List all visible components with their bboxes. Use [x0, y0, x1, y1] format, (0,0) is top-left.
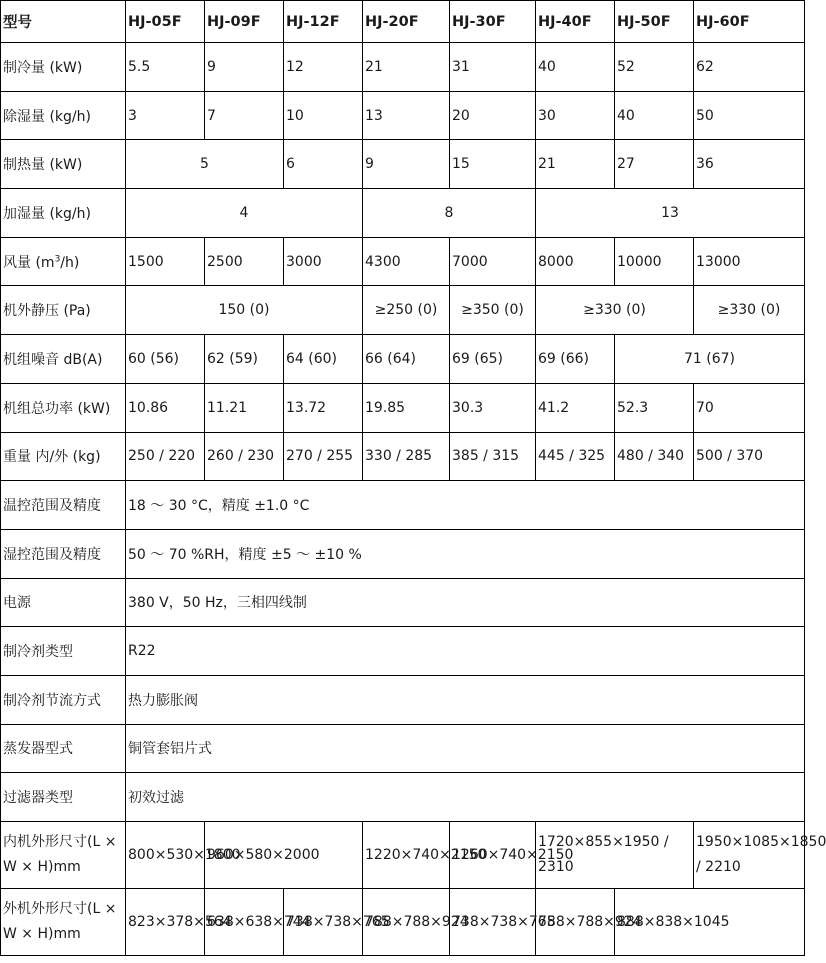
row-label: 电源 — [1, 578, 126, 627]
table-cell: 30.3 — [450, 383, 536, 432]
row-label: 外机外形尺寸(L × W × H)mm — [1, 889, 126, 956]
row-label: 制冷剂类型 — [1, 627, 126, 676]
heating-row — [1, 140, 805, 189]
table-cell: 13.72 — [284, 383, 363, 432]
table-cell: 40 — [615, 91, 694, 140]
table-cell: 36 — [694, 140, 805, 189]
table-cell: 52 — [615, 43, 694, 92]
pressure-row — [1, 286, 805, 335]
row-label: 重量 内/外 (kg) — [1, 432, 126, 481]
table-cell: 788×788×924 — [536, 889, 615, 956]
table-cell: 150 (0) — [126, 286, 363, 335]
row-label: 湿控范围及精度 — [1, 529, 126, 578]
table-cell: 初效过滤 — [126, 773, 805, 822]
table-cell: 10.86 — [126, 383, 205, 432]
row-label: 加湿量 (kg/h) — [1, 189, 126, 238]
row-label: 机组噪音 dB(A) — [1, 335, 126, 384]
row-label: 制冷量 (kW) — [1, 43, 126, 92]
table-cell: 9 — [363, 140, 450, 189]
table-cell: 250 / 220 — [126, 432, 205, 481]
row-label: 除湿量 (kg/h) — [1, 91, 126, 140]
table-cell: 11.21 — [205, 383, 284, 432]
table-cell: 800×530×1800 — [126, 822, 205, 889]
model-header: HJ-05F — [126, 1, 205, 43]
table-cell: 铜管套铝片式 — [126, 724, 805, 773]
table-cell: 5 — [126, 140, 284, 189]
table-cell: 60 (56) — [126, 335, 205, 384]
power-row — [1, 383, 805, 432]
airflow-label-main: 风量 (m — [3, 254, 55, 271]
table-cell: 71 (67) — [615, 335, 805, 384]
table-cell: 500 / 370 — [694, 432, 805, 481]
table-cell: 10 — [284, 91, 363, 140]
model-header: HJ-12F — [284, 1, 363, 43]
table-cell: 8000 — [536, 237, 615, 286]
table-cell: 1220×740×2150 — [363, 822, 450, 889]
table-cell: 64 (60) — [284, 335, 363, 384]
table-cell: 1500 — [126, 237, 205, 286]
model-header: HJ-50F — [615, 1, 694, 43]
table-cell: 66 (64) — [363, 335, 450, 384]
table-cell: 20 — [450, 91, 536, 140]
table-cell: 12 — [284, 43, 363, 92]
table-cell: 50 ～ 70 %RH，精度 ±5 ～ ±10 % — [126, 529, 805, 578]
table-cell: 260 / 230 — [205, 432, 284, 481]
table-cell: 4300 — [363, 237, 450, 286]
table-cell: 888×838×1045 — [615, 889, 805, 956]
row-label: 机外静压 (Pa) — [1, 286, 126, 335]
outdoor-size-row — [1, 889, 805, 956]
table-cell: 21 — [363, 43, 450, 92]
row-label: 内机外形尺寸(L × W × H)mm — [1, 822, 126, 889]
row-label: 过滤器类型 — [1, 773, 126, 822]
table-cell: 638×638×744 — [205, 889, 284, 956]
table-cell: 1720×855×1950 / 2310 — [536, 822, 694, 889]
table-cell: 热力膨胀阀 — [126, 675, 805, 724]
table-cell: 18 ～ 30 °C，精度 ±1.0 °C — [126, 481, 805, 530]
table-cell: 19.85 — [363, 383, 450, 432]
table-cell: 823×378×564 — [126, 889, 205, 956]
filter-row — [1, 773, 805, 822]
table-cell: 380 V，50 Hz，三相四线制 — [126, 578, 805, 627]
table-cell: 788×788×924 — [363, 889, 450, 956]
table-cell: 1260×740×2150 — [450, 822, 536, 889]
table-cell: 2500 — [205, 237, 284, 286]
dehumid-row — [1, 91, 805, 140]
row-label: 温控范围及精度 — [1, 481, 126, 530]
supply-row — [1, 578, 805, 627]
weight-row — [1, 432, 805, 481]
table-cell: 330 / 285 — [363, 432, 450, 481]
table-cell: 3000 — [284, 237, 363, 286]
row-label: 蒸发器型式 — [1, 724, 126, 773]
table-cell: 31 — [450, 43, 536, 92]
table-cell: 13 — [536, 189, 805, 238]
row-label — [1, 237, 126, 286]
table-cell: 5.5 — [126, 43, 205, 92]
cooling-row — [1, 43, 805, 92]
evaporator-row — [1, 724, 805, 773]
row-label: 制热量 (kW) — [1, 140, 126, 189]
table-cell: 62 — [694, 43, 805, 92]
airflow-label-tail: /h) — [60, 254, 80, 271]
table-cell: 50 — [694, 91, 805, 140]
table-cell: ≥330 (0) — [694, 286, 805, 335]
row-label: 机组总功率 (kW) — [1, 383, 126, 432]
table-cell: 40 — [536, 43, 615, 92]
table-cell: 738×738×765 — [450, 889, 536, 956]
temp-row — [1, 481, 805, 530]
airflow-row — [1, 237, 805, 286]
table-cell: 7 — [205, 91, 284, 140]
table-cell: 27 — [615, 140, 694, 189]
noise-row — [1, 335, 805, 384]
throttle-row — [1, 675, 805, 724]
table-cell: 69 (65) — [450, 335, 536, 384]
table-cell: ≥250 (0) — [363, 286, 450, 335]
table-cell: 960×580×2000 — [205, 822, 363, 889]
table-cell: 13000 — [694, 237, 805, 286]
humidity-row — [1, 529, 805, 578]
model-header: HJ-40F — [536, 1, 615, 43]
table-cell: 52.3 — [615, 383, 694, 432]
row-label: 制冷剂节流方式 — [1, 675, 126, 724]
table-cell: 15 — [450, 140, 536, 189]
table-cell: 480 / 340 — [615, 432, 694, 481]
table-cell: 30 — [536, 91, 615, 140]
indoor-size-row — [1, 822, 805, 889]
model-header: HJ-09F — [205, 1, 284, 43]
header-label: 型号 — [1, 1, 126, 43]
table-cell: 9 — [205, 43, 284, 92]
table-cell: 4 — [126, 189, 363, 238]
table-cell: 13 — [363, 91, 450, 140]
table-cell: 445 / 325 — [536, 432, 615, 481]
header-row — [1, 1, 805, 43]
table-cell: 21 — [536, 140, 615, 189]
table-cell: 6 — [284, 140, 363, 189]
table-cell: 70 — [694, 383, 805, 432]
table-cell: 7000 — [450, 237, 536, 286]
humid-row — [1, 189, 805, 238]
table-cell: ≥330 (0) — [536, 286, 694, 335]
table-cell: 1950×1085×1850 / 2210 — [694, 822, 805, 889]
table-cell: 270 / 255 — [284, 432, 363, 481]
table-cell: 3 — [126, 91, 205, 140]
model-header: HJ-20F — [363, 1, 450, 43]
table-cell: R22 — [126, 627, 805, 676]
model-header: HJ-60F — [694, 1, 805, 43]
refrigerant-row — [1, 627, 805, 676]
table-cell: 69 (66) — [536, 335, 615, 384]
table-cell: 41.2 — [536, 383, 615, 432]
table-cell: 385 / 315 — [450, 432, 536, 481]
table-cell: 62 (59) — [205, 335, 284, 384]
table-cell: 738×738×765 — [284, 889, 363, 956]
table-cell: ≥350 (0) — [450, 286, 536, 335]
airflow-label-sup: 3 — [54, 253, 61, 264]
model-header: HJ-30F — [450, 1, 536, 43]
table-cell: 8 — [363, 189, 536, 238]
table-cell: 10000 — [615, 237, 694, 286]
